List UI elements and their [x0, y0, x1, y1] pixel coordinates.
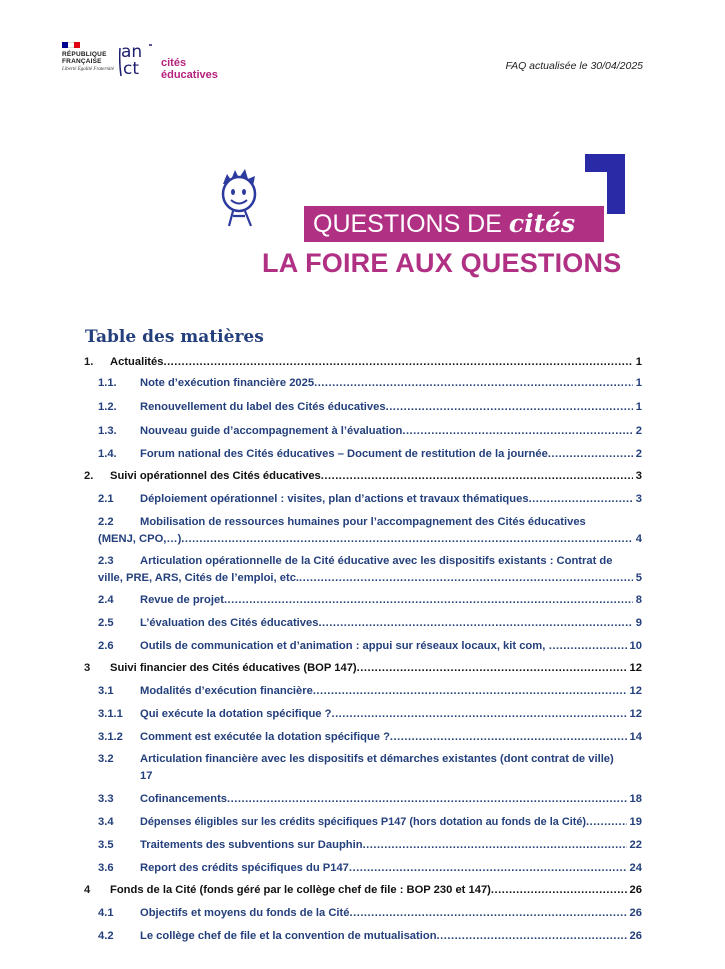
- toc-title: Articulation opérationnelle de la Cité éducative avec les dispositifs existants : Contrat de: [140, 555, 613, 567]
- toc-title: Le collège chef de file et la convention de mutualisation: [140, 930, 437, 942]
- toc-page: 19: [629, 816, 642, 828]
- toc-entry-1-2[interactable]: [84, 398, 642, 416]
- toc-number: 4.2: [98, 930, 114, 942]
- toc-entry-3-1-2[interactable]: [84, 728, 642, 746]
- toc-number: 1.3.: [98, 425, 117, 437]
- questions-de-label: QUESTIONS DE: [313, 210, 502, 238]
- toc-entry-3-5[interactable]: [84, 836, 642, 854]
- republique-francaise-logo: [62, 42, 118, 73]
- svg-text:ct: ct: [123, 59, 140, 79]
- toc-page: 26: [629, 930, 642, 942]
- toc-number: 4: [84, 884, 91, 896]
- toc-title: Suivi financier des Cités éducatives (BOP 147): [110, 662, 357, 674]
- toc-title: Fonds de la Cité (fonds géré par le collège chef de file : BOP 230 et 147): [110, 884, 491, 896]
- toc-number: 3.3: [98, 793, 114, 805]
- toc-page: 24: [629, 862, 642, 874]
- toc-number: 1.4.: [98, 448, 117, 460]
- toc-title: Suivi opérationnel des Cités éducatives: [110, 470, 321, 482]
- toc-title: Articulation financière avec les dispositifs et démarches existantes (dont contrat de ville): [140, 753, 614, 765]
- toc-number: 2.: [84, 470, 94, 482]
- toc-title: Modalités d’exécution financière: [140, 685, 313, 697]
- toc-page: 9: [635, 617, 642, 629]
- toc-number: 3.1.1: [98, 708, 123, 720]
- toc-page: 2: [635, 448, 642, 460]
- toc-page: 3: [635, 493, 642, 505]
- toc-page: 26: [629, 907, 642, 919]
- anct-logo: [119, 42, 229, 87]
- toc-number: 3.2: [98, 753, 114, 765]
- toc-title: Comment est exécutée la dotation spécifique ?: [140, 731, 390, 743]
- faq-main-title: LA FOIRE AUX QUESTIONS: [262, 248, 622, 278]
- toc-entry-2-3[interactable]: [84, 553, 642, 587]
- toc-title-continued: ville, PRE, ARS, Cités de l’emploi, etc.: [98, 572, 300, 584]
- toc-page: 4: [635, 533, 642, 545]
- toc-title: Renouvellement du label des Cités éducatives: [140, 401, 386, 413]
- toc-title: Cofinancements: [140, 793, 228, 805]
- toc-title: Report des crédits spécifiques du P147: [140, 862, 349, 874]
- toc-page: 2: [635, 425, 642, 437]
- rf-motto: Liberté Égalité Fraternité: [62, 67, 114, 72]
- rf-title: RÉPUBLIQUE FRANÇAISE: [62, 51, 107, 65]
- toc-entry-2-1[interactable]: [84, 490, 642, 508]
- toc-entry-3-6[interactable]: [84, 859, 642, 877]
- toc-number: 1.: [84, 356, 94, 368]
- toc-title: Actualités: [110, 356, 164, 368]
- toc-page: 18: [629, 793, 642, 805]
- toc-number: 2.5: [98, 617, 114, 629]
- toc-title: Nouveau guide d’accompagnement à l’évaluation: [140, 425, 403, 437]
- toc-title: Qui exécute la dotation spécifique ?: [140, 708, 332, 720]
- toc-title: Mobilisation de ressources humaines pour l’accompagnement des Cités éducatives: [140, 516, 586, 528]
- toc-number: 2.2: [98, 516, 114, 528]
- toc-title: Dépenses éligibles sur les crédits spécifiques P147 (hors dotation au fonds de la Cité): [140, 816, 587, 828]
- toc-entry-3-4[interactable]: [84, 813, 642, 831]
- french-flag-icon: [62, 42, 80, 48]
- toc-entry-3-3[interactable]: [84, 790, 642, 808]
- cites-script-label: cités: [508, 209, 576, 238]
- toc-page: 26: [629, 884, 642, 896]
- toc-page: 17: [140, 770, 153, 782]
- mascot-icon: [215, 164, 265, 234]
- toc-number: 1.2.: [98, 401, 117, 413]
- toc-title: Note d’exécution financière 2025: [140, 377, 315, 389]
- toc-entry-2[interactable]: [84, 467, 642, 485]
- toc-page: 12: [629, 708, 642, 720]
- toc-entry-4[interactable]: [84, 881, 642, 899]
- toc-heading: Table des matières: [85, 327, 264, 347]
- toc-entry-2-5[interactable]: [84, 614, 642, 632]
- toc-entry-1-1[interactable]: [84, 374, 642, 392]
- decorative-corner-shape: [585, 154, 625, 214]
- toc-page: 22: [629, 839, 642, 851]
- toc-title: Traitements des subventions sur Dauphin: [140, 839, 363, 851]
- toc-number: 4.1: [98, 907, 114, 919]
- toc-entry-3[interactable]: [84, 659, 642, 677]
- toc-entry-1-4[interactable]: [84, 445, 642, 463]
- toc-title-continued: (MENJ, CPO,…): [98, 533, 182, 545]
- toc-page: 1: [635, 377, 642, 389]
- toc-title: L’évaluation des Cités éducatives: [140, 617, 319, 629]
- toc-page: 12: [629, 662, 642, 674]
- svg-text:an: an: [121, 42, 143, 62]
- toc-entry-4-2[interactable]: [84, 927, 642, 945]
- toc-page: 1: [635, 401, 642, 413]
- toc-page: 5: [635, 572, 642, 584]
- toc-title: Revue de projet: [140, 594, 224, 606]
- toc-number: 2.1: [98, 493, 114, 505]
- toc-entry-1[interactable]: [84, 353, 642, 371]
- toc-title: Déploiement opérationnel : visites, plan d’actions et travaux thématiques: [140, 493, 529, 505]
- toc-number: 3.1: [98, 685, 114, 697]
- toc-number: 2.6: [98, 640, 114, 652]
- toc-entry-3-1-1[interactable]: [84, 705, 642, 723]
- toc-entry-2-2[interactable]: [84, 514, 642, 548]
- toc-page: 1: [635, 356, 642, 368]
- toc-title: Forum national des Cités éducatives – Document de restitution de la journée: [140, 448, 548, 460]
- toc-page: 8: [635, 594, 642, 606]
- toc-number: 1.1.: [98, 377, 117, 389]
- toc-entry-3-1[interactable]: [84, 682, 642, 700]
- toc-page: 3: [635, 470, 642, 482]
- toc-title: Objectifs et moyens du fonds de la Cité: [140, 907, 350, 919]
- toc-entry-2-4[interactable]: [84, 591, 642, 609]
- toc-number: 3.4: [98, 816, 114, 828]
- anct-mark-icon: [119, 42, 161, 82]
- toc-page: 12: [629, 685, 642, 697]
- toc-number: 3.6: [98, 862, 114, 874]
- questions-de-cites-title: [313, 209, 575, 239]
- toc-number: 2.3: [98, 555, 114, 567]
- toc-number: 2.4: [98, 594, 114, 606]
- toc-entry-1-3[interactable]: [84, 422, 642, 440]
- toc-entry-4-1[interactable]: [84, 904, 642, 922]
- faq-update-date: FAQ actualisée le 30/04/2025: [505, 60, 643, 72]
- toc-number: 3.1.2: [98, 731, 123, 743]
- toc-entry-3-2[interactable]: [84, 751, 642, 785]
- toc-number: 3: [84, 662, 91, 674]
- toc-page: 14: [629, 731, 642, 743]
- toc-number: 3.5: [98, 839, 114, 851]
- toc-title: Outils de communication et d’animation : appui sur réseaux locaux, kit com, …: [140, 640, 560, 652]
- title-banner: [215, 154, 625, 284]
- toc-page: 10: [629, 640, 642, 652]
- brand-cites-educatives: cités éducatives: [161, 57, 218, 81]
- toc-entry-2-6[interactable]: [84, 637, 642, 655]
